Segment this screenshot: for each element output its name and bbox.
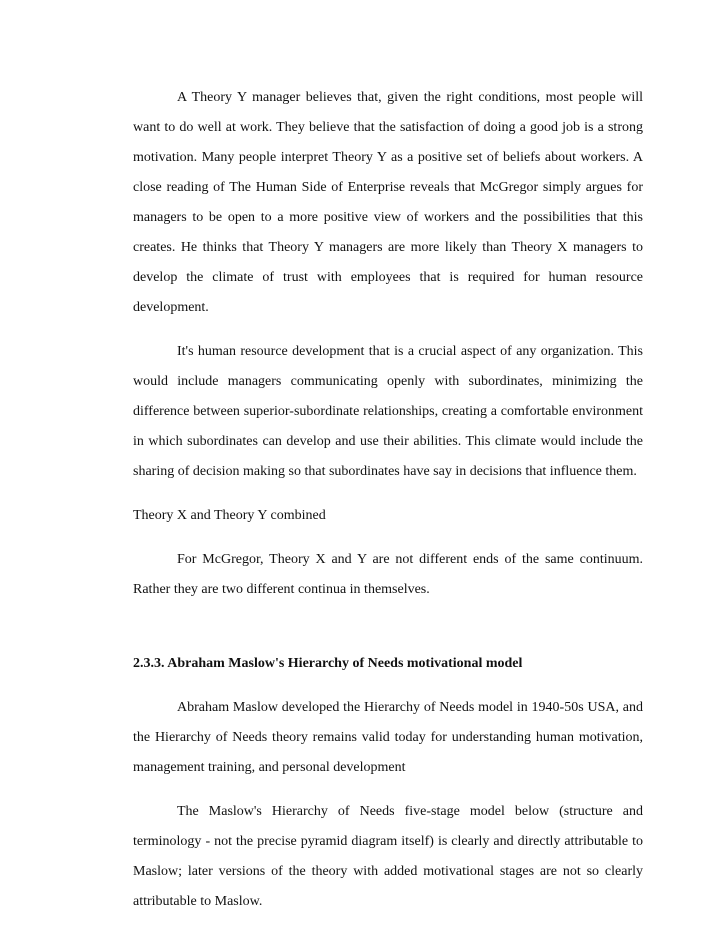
paragraph-hr-development: It's human resource development that is a crucial aspect of any organization. This would include managers communicating openly with subordinates, minimizing the difference between superior-subordinate relationships, creating a comfortable environment in which subordinates can develop and use their abilities. This climate would include the sharing of decision making so that subordinates have say in decisions that influence them. xyxy=(133,344,643,479)
paragraph-maslow-intro: Abraham Maslow developed the Hierarchy of Needs model in 1940-50s USA, and the Hierarchy of Needs theory remains valid today for understanding human motivation, management training, and personal development xyxy=(133,700,643,775)
paragraph-theory-y-manager: A Theory Y manager believes that, given the right conditions, most people will want to do well at work. They believe that the satisfaction of doing a good job is a strong motivation. Many people interpret Theory Y as a positive set of beliefs about workers. A close reading of The Human Side of Enterprise reveals that McGregor simply argues for managers to be open to a more positive view of workers and the possibilities that this creates. He thinks that Theory Y managers are more likely than Theory X managers to develop the climate of trust with employees that is required for human resource development. xyxy=(133,90,643,315)
section-heading: 2.3.3. Abraham Maslow's Hierarchy of Needs motivational model xyxy=(133,656,523,671)
paragraph-continua: For McGregor, Theory X and Y are not different ends of the same continuum. Rather they are two different continua in themselves. xyxy=(133,552,643,597)
subheading-theory-x-y-combined: Theory X and Theory Y combined xyxy=(133,508,326,523)
paragraph-maslow-five-stage: The Maslow's Hierarchy of Needs five-stage model below (structure and terminology - not the precise pyramid diagram itself) is clearly and directly attributable to Maslow; later versions of the theory with added motivational stages are not so clearly attributable to Maslow. xyxy=(133,804,643,909)
section-spacer xyxy=(133,619,643,649)
document-page xyxy=(133,83,643,931)
